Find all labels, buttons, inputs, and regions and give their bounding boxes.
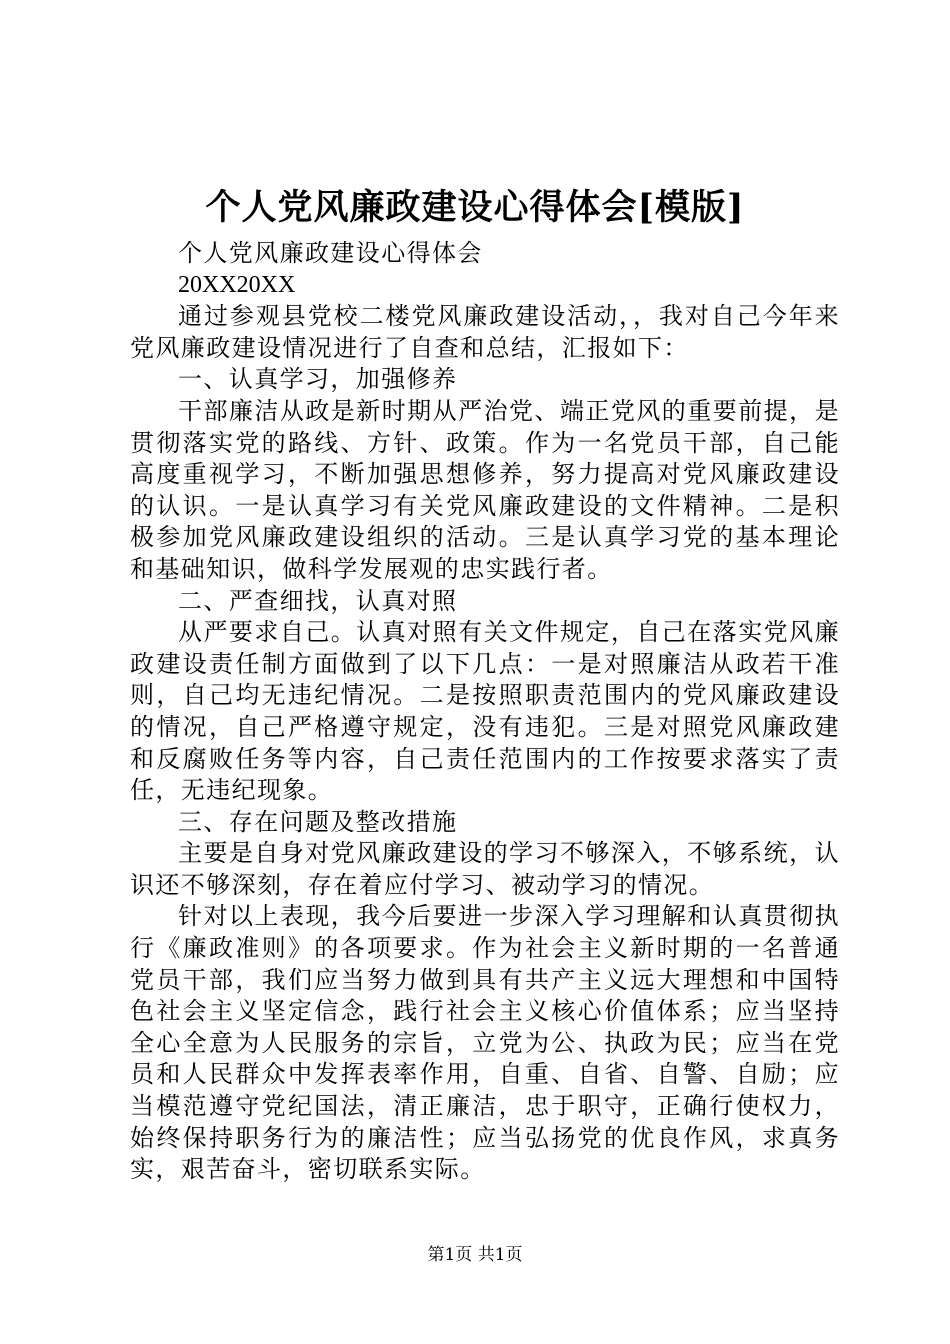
section-paragraph-2: 从严要求自己。认真对照有关文件规定，自己在落实党风廉政建设责任制方面做到了以下几点：一是对照廉洁从政若干准则，自己均无违纪情况。二是按照职责范围内的党风廉政建设的情况，自己严格遵守规定，没有违犯。三是对照党风廉政建和反腐败任务等内容，自己责任范围内的工作按要求落实了责任，无违纪现象。: [130, 618, 840, 805]
document-title: 个人党风廉政建设心得体会[模版]: [205, 187, 745, 228]
section-paragraph-1: 干部廉洁从政是新时期从严治党、端正党风的重要前提，是贯彻落实党的路线、方针、政策。作为一名党员干部，自己能高度重视学习，不断加强思想修养，努力提高对党风廉政建设的认识。一是认真学习有关党风廉政建设的文件精神。二是积极参加党风廉政建设组织的活动。三是认真学习党的基本理论和基础知识，做科学发展观的忠实践行者。: [130, 396, 840, 583]
intro-paragraph: 通过参观县党校二楼党风廉政建设活动，，我对自己今年来党风廉政建设情况进行了自查和总结，汇报如下：: [130, 302, 840, 362]
document-body: [130, 238, 840, 1186]
section-heading-1: 一、认真学习，加强修养: [178, 365, 458, 394]
section-heading-2: 二、严查细找，认真对照: [178, 586, 458, 615]
section-paragraph-3: 主要是自身对党风廉政建设的学习不够深入，不够系统，认识还不够深刻，存在着应付学习、被动学习的情况。: [130, 839, 840, 899]
page-number-footer: 第1页 共1页: [427, 1245, 523, 1265]
closing-paragraph: 针对以上表现，我今后要进一步深入学习理解和认真贯彻执行《廉政准则》的各项要求。作为社会主义新时期的一名普通党员干部，我们应当努力做到具有共产主义远大理想和中国特色社会主义坚定信念，践行社会主义核心价值体系；应当坚持全心全意为人民服务的宗旨，立党为公、执政为民；应当在党员和人民群众中发挥表率作用，自重、自省、自警、自励；应当模范遵守党纪国法，清正廉洁，忠于职守，正确行使权力，始终保持职务行为的廉洁性；应当弘扬党的优良作风，求真务实，艰苦奋斗，密切联系实际。: [130, 902, 840, 1184]
date-paragraph: 20XX20XX: [178, 271, 296, 298]
subtitle-paragraph: 个人党风廉政建设心得体会: [178, 239, 483, 267]
section-heading-3: 三、存在问题及整改措施: [178, 807, 458, 836]
